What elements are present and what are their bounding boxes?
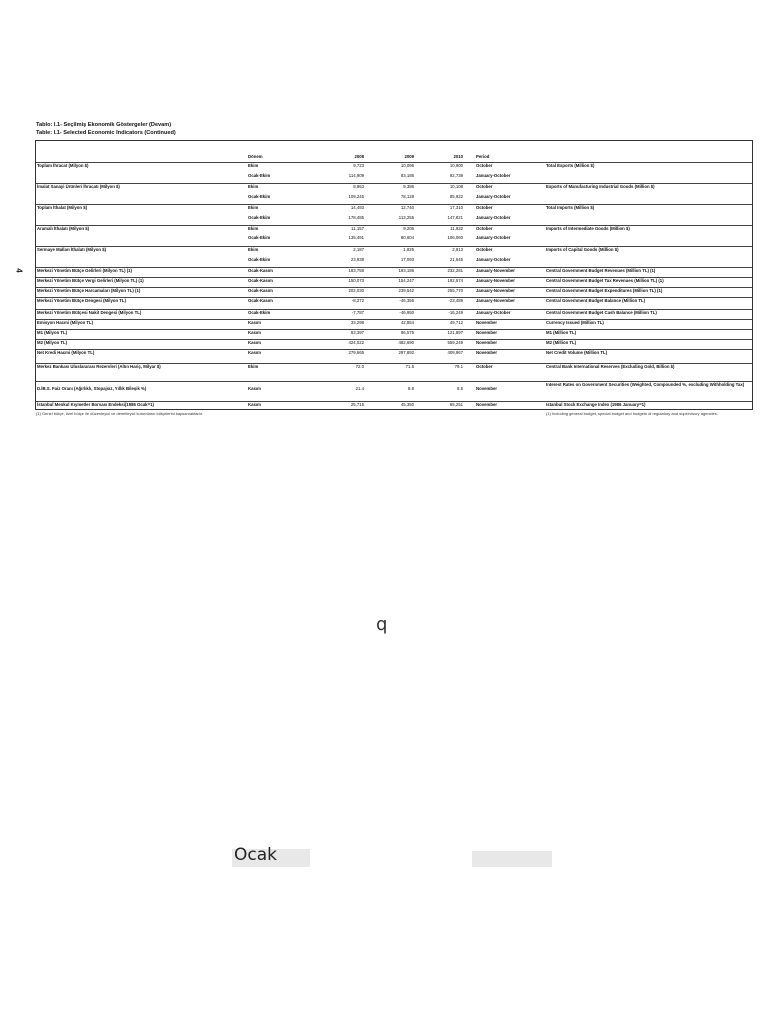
indicator-tr: Merkez Bankası Uluslararası Rezervleri (Altın Hariç, Milyar $)	[37, 364, 161, 369]
value-year-3: 121,897	[447, 330, 463, 335]
indicator-en: Exports of Manufacturing Industrial Goods (Million $)	[546, 184, 655, 189]
indicator-en: Imports of Capital Goods (Million $)	[546, 247, 619, 252]
value-year-3: 10,108	[449, 184, 463, 189]
value-year-1: 109,245	[348, 194, 364, 199]
period-tr: Kasım	[248, 320, 261, 325]
indicator-en: Interest Rates on Government Securities (Weighted, Compounded %, excluding Withholding Tax)	[546, 382, 745, 387]
value-year-3: 49,712	[449, 320, 463, 325]
table-row	[36, 381, 752, 398]
period-tr: Kasım	[248, 350, 261, 355]
period-en: November	[476, 386, 498, 391]
period-en: October	[476, 364, 493, 369]
header-period-tr: Dönem	[248, 154, 263, 159]
value-year-3: 17,310	[449, 205, 463, 210]
value-year-1: -8,272	[351, 298, 364, 303]
value-year-3: 10,900	[449, 163, 463, 168]
indicator-tr: M2 (Milyon TL)	[37, 340, 68, 345]
value-year-2: 8.8	[408, 386, 414, 391]
value-year-1: 33,298	[350, 320, 364, 325]
period-en: November	[476, 330, 498, 335]
value-year-1: 11,157	[351, 226, 364, 231]
table-row	[36, 162, 752, 168]
value-year-3: 92,739	[449, 173, 463, 178]
period-tr: Kasım	[248, 402, 261, 407]
indicator-en: Currency Issued (Million TL)	[546, 320, 604, 325]
table-title-tr: Tablo: I.1- Seçilmiş Ekonomik Göstergeler (Devam)	[36, 122, 172, 128]
table-row	[36, 287, 752, 293]
indicator-tr: Aramalı İthalatı (Milyon $)	[37, 226, 90, 231]
value-year-2: 12,740	[400, 205, 414, 210]
period-tr: Ocak-Kasım	[248, 268, 273, 273]
period-tr: Ekim	[248, 184, 259, 189]
period-tr: Ekim	[248, 205, 259, 210]
indicator-tr: Merkezi Yönetim Bütçe Harcamaları (Milyon TL) (1)	[37, 288, 141, 293]
period-en: October	[476, 184, 493, 189]
value-year-1: 23,938	[350, 257, 364, 262]
value-year-1: 25,715	[350, 402, 364, 407]
value-year-3: 79.1	[454, 364, 463, 369]
period-en: January-October	[476, 235, 511, 240]
value-year-1: 9,723	[353, 163, 364, 168]
header-year-3: 2010	[453, 154, 463, 159]
value-year-2: 17,093	[400, 257, 414, 262]
period-en: October	[476, 205, 493, 210]
ocak-label: Ocak	[234, 845, 277, 865]
period-tr: Ocak-Kasım	[248, 288, 273, 293]
value-year-1: 135,491	[348, 235, 364, 240]
value-year-1: 83,397	[350, 330, 364, 335]
period-en: January-November	[476, 298, 515, 303]
indicator-en: Central Government Budget Tax Revenues (Million TL) (1)	[546, 278, 664, 283]
period-tr: Ocak-Kasım	[248, 278, 273, 283]
value-year-2: 42,854	[400, 320, 414, 325]
value-year-2: 297,892	[398, 350, 414, 355]
value-year-2: 71.5	[405, 364, 414, 369]
value-year-2: 78,128	[400, 194, 414, 199]
table-title-en: Table: I.1- Selected Economic Indicators (Continued)	[36, 130, 176, 136]
table-row	[36, 329, 752, 335]
value-year-2: 193,186	[398, 268, 414, 273]
period-tr: Ocak-Ekim	[248, 235, 271, 240]
period-tr: Ekim	[248, 247, 259, 252]
period-tr: Ekim	[248, 226, 259, 231]
indicator-tr: Toplam İhracat (Milyon $)	[37, 163, 89, 168]
value-year-3: 106,060	[447, 235, 463, 240]
value-year-1: 21.4	[355, 386, 364, 391]
indicator-en: Central Government Budget Revenues (Million TL) (1)	[546, 268, 656, 273]
value-year-3: 65,251	[449, 402, 463, 407]
period-en: November	[476, 320, 498, 325]
period-en: January-October	[476, 173, 511, 178]
value-year-2: 10,096	[400, 163, 414, 168]
table-row	[36, 277, 752, 283]
value-year-1: 8,963	[353, 184, 364, 189]
table-row	[36, 204, 752, 210]
value-year-3: 2,913	[452, 247, 463, 252]
table-row	[36, 225, 752, 231]
period-en: January-November	[476, 278, 515, 283]
period-tr: Ekim	[248, 163, 259, 168]
header-year-2: 2009	[404, 154, 414, 159]
value-year-1: 14,493	[350, 205, 364, 210]
value-year-1: 279,665	[348, 350, 364, 355]
value-year-3: 559,249	[447, 340, 463, 345]
value-year-3: -23,489	[448, 298, 463, 303]
value-year-3: 11,932	[450, 226, 463, 231]
indicator-tr: D.İB.S. Faiz Oranı (Ağırlıklı, Stopajsız, Yıllık Bileşik %)	[37, 386, 147, 391]
period-en: January-November	[476, 288, 515, 293]
value-year-2: 83,185	[400, 173, 414, 178]
value-year-1: 150,073	[348, 278, 364, 283]
table-row	[36, 267, 752, 273]
value-year-2: 96,575	[400, 330, 414, 335]
period-en: January-October	[476, 215, 511, 220]
period-tr: Ocak-Ekim	[248, 173, 271, 178]
period-en: October	[476, 226, 493, 231]
value-year-2: -46,950	[399, 310, 414, 315]
footnote-en: (1) Including general budget, special budget and budgets of regulatory and supervisory agencies.	[546, 411, 718, 416]
value-year-1: 2,187	[353, 247, 364, 252]
period-tr: Kasım	[248, 340, 261, 345]
indicator-en: Central Government Budget Expenditures (Million TL) (1)	[546, 288, 663, 293]
footnote-tr: (1) Genel bütçe, özel bütçe ile düzenleyici ve denetleyici kurumların bütçelerini kapsamaktadır.	[36, 411, 203, 416]
period-tr: Ocak-Ekim	[248, 215, 271, 220]
period-en: January-October	[476, 194, 511, 199]
value-year-2: 113,255	[398, 215, 414, 220]
table-row	[36, 309, 752, 315]
period-en: November	[476, 402, 498, 407]
period-en: October	[476, 247, 493, 252]
indicator-en: Imports of Intermediate Goods (Million $)	[546, 226, 630, 231]
indicator-tr: Toplam İthalat (Milyon $)	[37, 205, 88, 210]
period-tr: Ocak-Ekim	[248, 310, 271, 315]
value-year-2: 9,206	[403, 226, 414, 231]
period-tr: Ekim	[248, 364, 259, 369]
table-row	[36, 297, 752, 303]
table-row	[36, 401, 752, 407]
indicator-tr: Net Kredi Hacmi (Milyon TL)	[37, 350, 95, 355]
indicator-en: M2 (Million TL)	[546, 340, 577, 345]
value-year-2: 9,386	[403, 184, 414, 189]
value-year-1: 202,030	[348, 288, 364, 293]
value-year-3: 409,967	[447, 350, 463, 355]
value-year-2: -46,356	[399, 298, 414, 303]
period-en: January-October	[476, 257, 511, 262]
indicator-en: Total Imports (Million $)	[546, 205, 595, 210]
indicator-en: Central Government Budget Cash Balance (Million TL)	[546, 310, 657, 315]
value-year-3: 147,821	[447, 215, 463, 220]
period-en: November	[476, 350, 498, 355]
table-row	[36, 339, 752, 345]
value-year-3: 192,574	[447, 278, 463, 283]
header-period-en: Period	[476, 154, 490, 159]
period-tr: Kasım	[248, 330, 261, 335]
indicator-tr: Emisyon Hacmi (Milyon TL)	[37, 320, 94, 325]
value-year-3: 232,281	[447, 268, 463, 273]
value-year-2: 154,247	[398, 278, 414, 283]
period-tr: Ocak-Ekim	[248, 194, 271, 199]
indicator-tr: Merkezi Yönetim Bütçe Gelirleri (Milyon TL) (1)	[37, 268, 132, 273]
indicator-en: Istanbul Stock Exchange Index (1986 January=1)	[546, 402, 646, 407]
indicator-tr: M1 (Milyon TL)	[37, 330, 68, 335]
indicator-tr: Merkezi Yönetim Bütçesi Nakit Dengesi (Milyon TL)	[37, 310, 142, 315]
table-title-block	[36, 121, 176, 137]
value-year-1: 178,485	[348, 215, 364, 220]
indicator-tr: İstanbul Menkul Kıymetler Borsası Endeksi(1986 Ocak=1)	[37, 402, 154, 407]
indicator-en: Net Credit Volume (Million TL)	[546, 350, 608, 355]
table-row	[36, 363, 752, 369]
indicator-tr: İmalat Sanayi Ürünleri İhracatı (Milyon $)	[37, 184, 120, 189]
value-year-3: 85,922	[449, 194, 463, 199]
indicators-table	[35, 140, 753, 410]
period-en: January-October	[476, 310, 511, 315]
table-row	[36, 319, 752, 325]
table-row	[36, 183, 752, 189]
value-year-1: -7,787	[351, 310, 364, 315]
value-year-1: 424,022	[348, 340, 364, 345]
blank-field-box	[472, 851, 552, 867]
period-tr: Ocak-Kasım	[248, 298, 273, 303]
value-year-3: 21,645	[449, 257, 463, 262]
table-row	[36, 246, 752, 252]
value-year-1: 183,758	[348, 268, 364, 273]
indicator-tr: Sermaye Malları İthalatı (Milyon $)	[37, 247, 107, 252]
period-tr: Ocak-Ekim	[248, 257, 271, 262]
indicator-en: M1 (Million TL)	[546, 330, 577, 335]
value-year-2: 1,825	[403, 247, 414, 252]
period-en: November	[476, 340, 498, 345]
period-tr: Kasım	[248, 386, 261, 391]
value-year-2: 45,350	[400, 402, 414, 407]
value-year-2: 80,604	[400, 235, 414, 240]
indicator-en: Central Bank International Reserves (Excluding Gold, Billion $)	[546, 364, 675, 369]
value-year-2: 482,690	[398, 340, 414, 345]
indicator-tr: Merkezi Yönetim Bütçe Dengesi (Milyon TL)	[37, 298, 126, 303]
value-year-1: 72.0	[355, 364, 364, 369]
period-en: January-November	[476, 268, 515, 273]
value-year-3: 255,770	[447, 288, 463, 293]
header-year-1: 2008	[354, 154, 364, 159]
value-year-3: -16,249	[448, 310, 463, 315]
indicator-en: Central Government Budget Balance (Million TL)	[546, 298, 646, 303]
stray-character: q	[376, 614, 388, 635]
table-row	[36, 349, 752, 355]
value-year-3: 8.5	[457, 386, 463, 391]
period-en: October	[476, 163, 493, 168]
indicator-tr: Merkezi Yönetim Bütçe Vergi Gelirleri (Milyon TL) (1)	[37, 278, 144, 283]
indicator-en: Total Exports (Million $)	[546, 163, 595, 168]
page-number: 4	[14, 268, 24, 273]
value-year-2: 239,542	[398, 288, 414, 293]
value-year-1: 114,909	[348, 173, 364, 178]
